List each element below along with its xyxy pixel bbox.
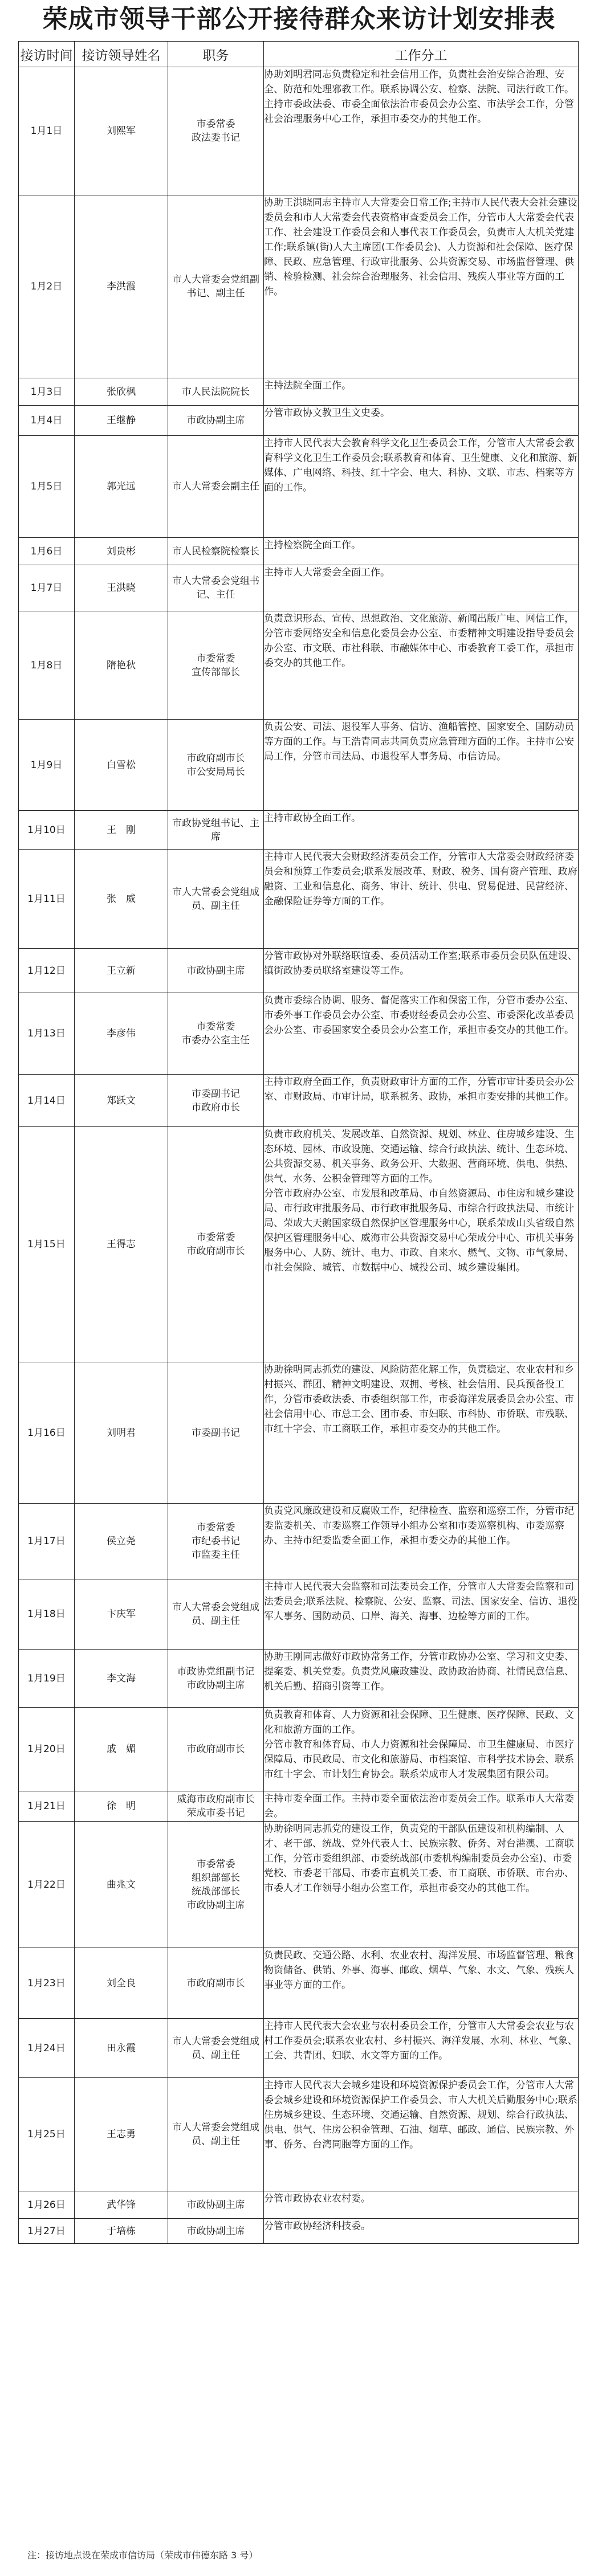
cell-position: 市人民法院院长 <box>168 378 264 406</box>
cell-date: 1月16日 <box>19 1362 75 1504</box>
cell-date: 1月9日 <box>19 720 75 811</box>
cell-date: 1月8日 <box>19 611 75 720</box>
cell-duties: 主持市人民代表大会财政经济委员会工作，分管市人大常委会财政经济委员会和预算工作委员会;联系发展改革、财政、税务、国有资产管理、政府融资、工业和信息化、商务、审计、统计、供电、贸易促进、民营经济、金融保险证券等方面的工作。 <box>264 850 579 949</box>
cell-duties: 主持市人民代表大会监察和司法委员会工作，分管市人大常委会监察和司法委员会;联系法院、检察院、公安、监察、司法、国家安全、信访、退役军人事务、国防动员、口岸、海关、海事、边检等方面的工作。 <box>264 1579 579 1650</box>
cell-position: 市政协副主席 <box>168 2191 264 2219</box>
cell-duties: 主持法院全面工作。 <box>264 378 579 406</box>
table-row <box>19 2191 579 2219</box>
cell-date: 1月26日 <box>19 2191 75 2219</box>
table-row <box>19 406 579 436</box>
cell-duties: 负责市委综合协调、服务、督促落实工作和保密工作，分管市委办公室、市委外事工作委员会办公室、市委财经委员会办公室、市委深化改革委员会办公室、市委国家安全委员会办公室工作，承担市委交办的其他工作。 <box>264 993 579 1075</box>
cell-duties: 分管市政协农业农村委。 <box>264 2191 579 2219</box>
cell-position: 市委常委 市纪委书记 市监委主任 <box>168 1504 264 1579</box>
cell-duties: 协助刘明君同志负责稳定和社会信用工作，负责社会治安综合治理、安全、防范和处理邪教工作。联系协调公安、检察、法院、司法行政工作。主持市委政法委、市委全面依法治市委员会办公室、市法学会工作，分管社会治理服务中心工作，承担市委交办的其他工作。 <box>264 67 579 195</box>
cell-position: 市人大常委会党组副书记、副主任 <box>168 195 264 378</box>
cell-name: 王洪晓 <box>75 565 168 611</box>
table-row <box>19 1791 579 1822</box>
cell-name: 卞庆军 <box>75 1579 168 1650</box>
cell-name: 李彦伟 <box>75 993 168 1075</box>
cell-date: 1月6日 <box>19 538 75 565</box>
cell-duties: 主持市人民代表大会城乡建设和环境资源保护委员会工作，分管市人大常委会城乡建设和环境资源保护工作委员会、市人大机关后勤服务中心;联系住房城乡建设、生态环境、交通运输、自然资源、规划、综合行政执法、供电、供气、住房公积金管理、石油、烟草、邮政、通信、民族宗教、外事、侨务、台湾同胞等方面的工作。 <box>264 2078 579 2191</box>
table-row <box>19 1822 579 1948</box>
cell-name: 刘全良 <box>75 1948 168 2019</box>
cell-date: 1月10日 <box>19 811 75 850</box>
cell-position: 市人大常委会党组成员、副主任 <box>168 1579 264 1650</box>
cell-position: 市政协副主席 <box>168 949 264 993</box>
cell-date: 1月3日 <box>19 378 75 406</box>
cell-date: 1月17日 <box>19 1504 75 1579</box>
cell-date: 1月12日 <box>19 949 75 993</box>
header-position: 职务 <box>168 42 264 67</box>
table-body <box>19 67 579 2244</box>
header-date: 接访时间 <box>19 42 75 67</box>
cell-position: 市人大常委会党组书记、主任 <box>168 565 264 611</box>
cell-date: 1月13日 <box>19 993 75 1075</box>
cell-duties: 主持检察院全面工作。 <box>264 538 579 565</box>
cell-name: 李文海 <box>75 1650 168 1708</box>
table-row <box>19 1708 579 1791</box>
cell-position: 市委副书记 市政府市长 <box>168 1075 264 1127</box>
table-row <box>19 2219 579 2244</box>
cell-position: 市政府副市长 <box>168 1948 264 2019</box>
cell-duties: 负责教育和体育、人力资源和社会保障、卫生健康、医疗保障、民政、文化和旅游方面的工作。 分管市教育和体育局、市人力资源和社会保障局、市卫生健康局、市医疗保障局、市民政局、市文化和旅游局、市档案馆、市科学技术协会、联系市红十字会、市计划生育协会。联系荣成市人才发展集团有限公司。 <box>264 1708 579 1791</box>
cell-name: 张 威 <box>75 850 168 949</box>
cell-duties: 协助王刚同志做好市政协常务工作，分管市政协办公室、学习和文史委、提案委、机关党委。负责党风廉政建设、政协政治协商、社情民意信息、机关后勤、招商引资等工作。 <box>264 1650 579 1708</box>
table-row <box>19 67 579 195</box>
cell-date: 1月19日 <box>19 1650 75 1708</box>
cell-date: 1月18日 <box>19 1579 75 1650</box>
cell-position: 市人民检察院检察长 <box>168 538 264 565</box>
table-row <box>19 565 579 611</box>
cell-duties: 负责市政府机关、发展改革、自然资源、规划、林业、住房城乡建设、生态环境、园林、市政设施、交通运输、综合行政执法、统计、生态环境、公共资源交易、机关事务、政务公开、大数据、营商环境、供电、供热、供气、水务、公积金管理等方面的工作。 分管市政府办公室、市发展和改革局、市自然资源局、市住房和城乡建设局、市行政审批服务局、市行政审批服务局、市综合行政执法局、市统计局、荣成大天鹅国家级自然保护区管理服务中心，联系荣成山头省级自然保护区管理服务中心、威海市公共资源交易中心荣成分中心、市机关事务服务中心、人防、统计、电力、市政、自来水、燃气、文物、市气象局、市社会保险、城管、市数据中心、城投公司、城乡建设集团。 <box>264 1127 579 1362</box>
cell-duties: 主持市委全面工作。主持市委全面依法治市委员会工作。联系市人大常委会。 <box>264 1791 579 1822</box>
table-header-row <box>19 42 579 67</box>
cell-date: 1月23日 <box>19 1948 75 2019</box>
table-row <box>19 811 579 850</box>
cell-position: 市人大常委会党组成员、副主任 <box>168 2019 264 2078</box>
cell-position: 市委副书记 <box>168 1362 264 1504</box>
cell-name: 张欣枫 <box>75 378 168 406</box>
cell-name: 王立新 <box>75 949 168 993</box>
cell-name: 武华锋 <box>75 2191 168 2219</box>
table-row <box>19 850 579 949</box>
cell-position: 市人大常委会党组成员、副主任 <box>168 2078 264 2191</box>
cell-duties: 主持市政府全面工作，负责财政审计方面的工作，分管市审计委员会办公室、市财政局、市审计局，联系税务、政协，承担市委安排的其他工作。 <box>264 1075 579 1127</box>
cell-date: 1月7日 <box>19 565 75 611</box>
table-row <box>19 611 579 720</box>
cell-position: 市委常委 政法委书记 <box>168 67 264 195</box>
cell-date: 1月1日 <box>19 67 75 195</box>
schedule-table <box>18 41 579 2244</box>
cell-duties: 主持市人大常委会全面工作。 <box>264 565 579 611</box>
table-row <box>19 1948 579 2019</box>
cell-name: 刘熙军 <box>75 67 168 195</box>
table-row <box>19 1579 579 1650</box>
cell-date: 1月24日 <box>19 2019 75 2078</box>
cell-date: 1月21日 <box>19 1791 75 1822</box>
cell-position: 市委常委 宣传部部长 <box>168 611 264 720</box>
cell-duties: 分管市政协经济科技委。 <box>264 2219 579 2244</box>
cell-name: 戚 媚 <box>75 1708 168 1791</box>
cell-date: 1月27日 <box>19 2219 75 2244</box>
table-row <box>19 720 579 811</box>
cell-name: 王 刚 <box>75 811 168 850</box>
cell-date: 1月5日 <box>19 436 75 538</box>
cell-duties: 协助徐明同志抓党的建设、风险防范化解工作，负责稳定、农业农村和乡村振兴、群团、精神文明建设、双拥、考核、社会信用、民兵预备役工作，分管市委政法委、市委组织部工作，市委海洋发展委员会办公室、市社会信用中心、市总工会、团市委、市妇联、市科协、市侨联、市残联、市红十字会、市工商联工作，承担市委交办的其他工作。 <box>264 1362 579 1504</box>
cell-duties: 负责党风廉政建设和反腐败工作，纪律检查、监察和巡察工作，分管市纪委监委机关、市委巡察工作领导小组办公室和市委巡察机构、市委巡察办、主持市纪委监委全面工作，承担市委交办的其他工作。 <box>264 1504 579 1579</box>
cell-name: 刘明君 <box>75 1362 168 1504</box>
cell-date: 1月25日 <box>19 2078 75 2191</box>
table-row <box>19 436 579 538</box>
cell-duties: 分管市政协对外联络联谊委、委员活动工作室;联系市委员会员队伍建设、镇街政协委员联络室建设等工作。 <box>264 949 579 993</box>
table-row <box>19 1362 579 1504</box>
cell-duties: 协助徐明同志抓党的建设工作，负责党的干部队伍建设和机构编制、人才、老干部、统战、党外代表人士、民族宗教、侨务、对台港澳、工商联工作，分管市委组织部、市委统战部(市委机构编制委员会办公室)、市委党校、市委老干部局、市委市直机关工委、市工商联、市侨联、市台办、市委人才工作领导小组办公室工作，承担市委交办的其他工作。 <box>264 1822 579 1948</box>
cell-date: 1月4日 <box>19 406 75 436</box>
footnote: 注：接访地点设在荣成市信访局（荣成市伟德东路 3 号） <box>27 2550 258 2561</box>
cell-position: 市委常委 市政府副市长 <box>168 1127 264 1362</box>
cell-name: 刘贵彬 <box>75 538 168 565</box>
table-row <box>19 1075 579 1127</box>
table-row <box>19 378 579 406</box>
cell-position: 市政协党组书记、主席 <box>168 811 264 850</box>
cell-date: 1月14日 <box>19 1075 75 1127</box>
cell-position: 威海市政府副市长 荣成市委书记 <box>168 1791 264 1822</box>
cell-duties: 负责意识形态、宣传、思想政治、文化旅游、新闻出版广电、网信工作，分管市委网络安全和信息化委员会办公室、市委精神文明建设指导委员会办公室、市文联、市社科联、市融媒体中心、市委教育工委工作，承担市委交办的其他工作。 <box>264 611 579 720</box>
cell-date: 1月20日 <box>19 1708 75 1791</box>
cell-duties: 主持市人民代表大会农业与农村委员会工作，分管市人大常委会农业与农村工作委员会;联系农业农村、乡村振兴、海洋发展、水利、林业、气象、工会、共青团、妇联、水文等方面的工作。 <box>264 2019 579 2078</box>
cell-name: 隋艳秋 <box>75 611 168 720</box>
cell-duties: 主持市人民代表大会教育科学文化卫生委员会工作，分管市人大常委会教育科学文化卫生工作委员会;联系教育和体育、卫生健康、文化和旅游、新媒体、广电网络、科技、红十字会、电大、科协、文联、市志、档案等方面的工作。 <box>264 436 579 538</box>
cell-duties: 负责公安、司法、退役军人事务、信访、渔船管控、国家安全、国防动员等方面的工作。与王浩青同志共同负责应急管理方面的工作。主持市公安局工作，分管市司法局、市退役军人事务局、市信访局。 <box>264 720 579 811</box>
cell-name: 郑跃文 <box>75 1075 168 1127</box>
header-name: 接访领导姓名 <box>75 42 168 67</box>
cell-position: 市政府副市长 市公安局局长 <box>168 720 264 811</box>
cell-name: 王继静 <box>75 406 168 436</box>
cell-name: 李洪霞 <box>75 195 168 378</box>
cell-date: 1月2日 <box>19 195 75 378</box>
cell-position: 市政协副主席 <box>168 2219 264 2244</box>
cell-date: 1月15日 <box>19 1127 75 1362</box>
cell-position: 市政协副主席 <box>168 406 264 436</box>
cell-name: 侯立尧 <box>75 1504 168 1579</box>
table-row <box>19 1650 579 1708</box>
cell-name: 王得志 <box>75 1127 168 1362</box>
cell-position: 市政府副市长 <box>168 1708 264 1791</box>
cell-position: 市委常委 组织部部长 统战部部长 市政协副主席 <box>168 1822 264 1948</box>
table-row <box>19 538 579 565</box>
cell-name: 徐 明 <box>75 1791 168 1822</box>
table-row <box>19 2078 579 2191</box>
page-title: 荣成市领导干部公开接待群众来访计划安排表 <box>42 5 556 34</box>
table-row <box>19 1504 579 1579</box>
table-row <box>19 993 579 1075</box>
header-duties: 工作分工 <box>264 42 579 67</box>
cell-date: 1月22日 <box>19 1822 75 1948</box>
table-row <box>19 949 579 993</box>
cell-name: 田永霞 <box>75 2019 168 2078</box>
cell-name: 郭光远 <box>75 436 168 538</box>
cell-duties: 主持市政协全面工作。 <box>264 811 579 850</box>
cell-position: 市政协党组副书记 市政协副主席 <box>168 1650 264 1708</box>
cell-name: 曲兆文 <box>75 1822 168 1948</box>
cell-position: 市委常委 市委办公室主任 <box>168 993 264 1075</box>
cell-duties: 协助王洪晓同志主持市人大常委会日常工作;主持市人民代表大会社会建设委员会和市人大常委会代表资格审查委员会工作，分管市人大常委会代表工作、社会建设工作委员会和人事代表工作委员会，负责市人大机关党建工作;联系镇(街)人大主席团(工作委员会)、人力资源和社会保障、医疗保障、民政、应急管理、行政审批服务、公共资源交易、市场监督管理、供销、检验检测、社会综合治理服务、社会信用、残疾人事业等方面的工作。 <box>264 195 579 378</box>
cell-position: 市人大常委会副主任 <box>168 436 264 538</box>
cell-name: 于培栋 <box>75 2219 168 2244</box>
table-row <box>19 2019 579 2078</box>
cell-position: 市人大常委会党组成员、副主任 <box>168 850 264 949</box>
cell-name: 王志勇 <box>75 2078 168 2191</box>
table-row <box>19 1127 579 1362</box>
cell-name: 白雪松 <box>75 720 168 811</box>
cell-date: 1月11日 <box>19 850 75 949</box>
cell-duties: 分管市政协文教卫生文史委。 <box>264 406 579 436</box>
cell-duties: 负责民政、交通公路、水利、农业农村、海洋发展、市场监督管理、粮食物资储备、供销、外事、海事、邮政、烟草、气象、水文、气象、残疾人事业等方面的工作。 <box>264 1948 579 2019</box>
table-row <box>19 195 579 378</box>
